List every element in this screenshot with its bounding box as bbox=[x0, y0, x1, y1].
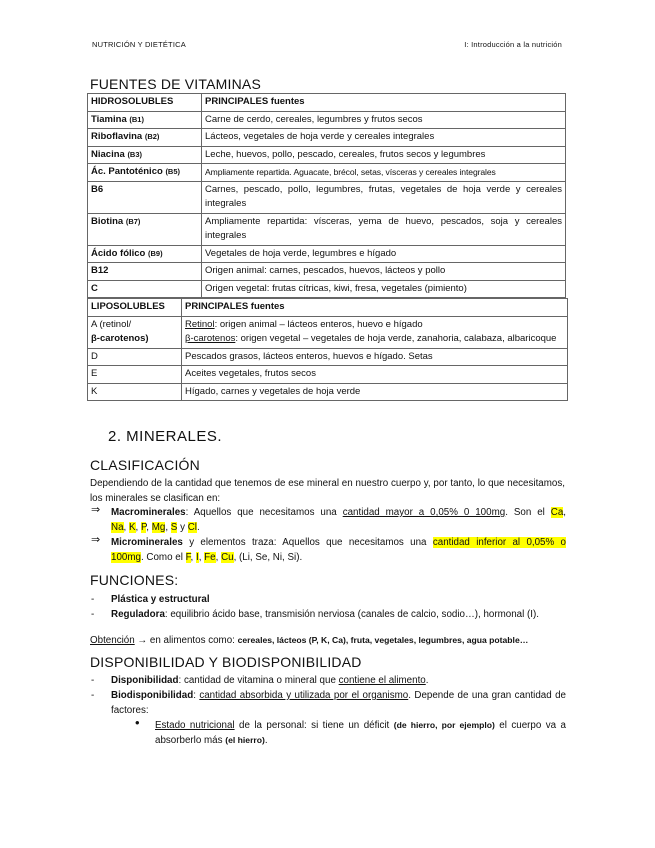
vitamin-sources: Lácteos, vegetales de hoja verde y cereales integrales bbox=[202, 129, 566, 147]
vitamin-sources: Origen vegetal: frutas cítricas, kiwi, fresa, vegetales (pimiento) bbox=[202, 280, 566, 298]
estado-term: Estado nutricional bbox=[155, 720, 235, 731]
microminerales-line-2: 100mg. Como el F, I, Fe, Cu, (Li, Se, Ni, Si). bbox=[111, 552, 303, 563]
vitamin-name: E bbox=[88, 366, 182, 384]
micro-text: y elementos traza: Aquellos que necesitamos una bbox=[182, 537, 433, 548]
table-row bbox=[88, 366, 568, 384]
table-row bbox=[88, 280, 566, 298]
table-row bbox=[88, 316, 568, 348]
funcion-plastica: Plástica y estructural bbox=[111, 594, 210, 605]
vitamin-name-line: A (retinol/ bbox=[91, 318, 132, 330]
vitamin-sources: Leche, huevos, pollo, pescado, cereales, frutos secos y legumbres bbox=[202, 146, 566, 164]
table-row bbox=[88, 245, 566, 263]
macro-text: . bbox=[196, 522, 200, 533]
micro-text: . Como el bbox=[140, 552, 186, 563]
vitamin-sources: Carnes, pescado, pollo, legumbres, frutas, vegetales de hoja verde y cereales integrales bbox=[202, 181, 566, 213]
estado-text: . bbox=[264, 735, 268, 746]
obtencion-foods: cereales, lácteos (P, K, Ca), fruta, vegetales, legumbres, agua potable… bbox=[237, 635, 529, 645]
header-right: I: Introducción a la nutrición bbox=[464, 40, 562, 49]
disponibilidad-underline: contiene el alimento bbox=[338, 675, 426, 686]
element-cu: Cu bbox=[221, 552, 234, 563]
disponibilidad-title: DISPONIBILIDAD Y BIODISPONIBILIDAD bbox=[90, 654, 362, 670]
vitamin-name: D bbox=[88, 348, 182, 366]
estado-text: de la personal: si tiene un déficit bbox=[234, 720, 394, 731]
vitamin-name: B12 bbox=[91, 265, 109, 276]
col-header: PRINCIPALES fuentes bbox=[202, 94, 566, 112]
vitamin-code: (B1) bbox=[129, 114, 144, 124]
arrow-icon: ⇒ bbox=[91, 534, 101, 546]
macro-amount: cantidad mayor a 0,05% 0 100mg bbox=[342, 507, 506, 518]
header-left: NUTRICIÓN Y DIETÉTICA bbox=[92, 40, 186, 49]
col-header: HIDROSOLUBLES bbox=[88, 94, 202, 112]
table-header-row bbox=[88, 299, 568, 317]
bullet-dash: - bbox=[91, 675, 95, 686]
vitamin-name: B6 bbox=[91, 183, 104, 195]
arrow-right-icon: → bbox=[137, 635, 148, 646]
macro-text: . Son el bbox=[505, 507, 551, 518]
table-row bbox=[88, 129, 566, 147]
vitamin-sources: Pescados grasos, lácteos enteros, huevos e hígado. Setas bbox=[182, 348, 568, 366]
vitamin-code: (B5) bbox=[165, 167, 181, 176]
disponibilidad-text: : cantidad de vitamina o mineral que bbox=[178, 675, 339, 686]
vitamin-name: C bbox=[91, 282, 98, 294]
vitamin-sources: Aceites vegetales, frutos secos bbox=[182, 366, 568, 384]
estado-bold: (de hierro, por ejemplo) bbox=[393, 720, 495, 730]
macro-term: Macrominerales bbox=[111, 507, 186, 518]
macro-text: : Aquellos que necesitamos una bbox=[185, 507, 343, 518]
element-na: Na bbox=[111, 522, 124, 533]
vitamin-code: (B2) bbox=[144, 132, 160, 141]
vitamin-name: Ác. Pantoténico bbox=[91, 166, 163, 177]
vitamin-sources: Hígado, carnes y vegetales de hoja verde bbox=[182, 383, 568, 401]
element-cl: Cl bbox=[187, 522, 197, 533]
microminerales-line-1 bbox=[111, 535, 566, 550]
fuentes-title: FUENTES DE VITAMINAS bbox=[90, 76, 261, 92]
vitamin-name: Riboflavina bbox=[91, 131, 143, 142]
micro-amount: cantidad inferior al 0,05% o bbox=[432, 537, 566, 548]
vitamin-sources bbox=[182, 316, 568, 348]
disponibilidad-item bbox=[111, 673, 566, 688]
vitamin-code: (B9) bbox=[148, 248, 163, 258]
funciones-title: FUNCIONES: bbox=[90, 572, 179, 588]
vitamin-sources: Ampliamente repartida: vísceras, yema de huevo, pescados, soja y cereales integrales bbox=[202, 213, 566, 245]
section-title: 2. MINERALES. bbox=[108, 428, 223, 445]
estado-text: el cuerpo va a absorberlo más bbox=[155, 720, 566, 746]
element-k: K bbox=[128, 522, 136, 533]
retinol-text: : origen animal – lácteos enteros, huevo e hígado bbox=[214, 318, 423, 330]
table-row bbox=[88, 263, 566, 281]
clasificacion-intro: Dependiendo de la cantidad que tenemos de ese mineral en nuestro cuerpo y, por tanto, lo que necesitamos, los minerales se clasifican en: bbox=[90, 478, 565, 504]
retinol-term: Retinol bbox=[185, 318, 215, 330]
carotenos-text: : origen vegetal – vegetales de hoja verde, zanahoria, calabaza, albaricoque bbox=[235, 333, 557, 344]
obtencion-term: Obtención bbox=[90, 635, 135, 646]
biodisponibilidad-item bbox=[111, 688, 566, 718]
vitamin-name: Niacina bbox=[91, 148, 125, 160]
element-s: S bbox=[170, 522, 178, 533]
micro-text: (Li, Se, Ni, Si). bbox=[239, 552, 303, 563]
vitamin-name: K bbox=[88, 383, 182, 401]
element-ca: Ca bbox=[550, 507, 564, 518]
vitamin-sources: Vegetales de hoja verde, legumbres e hígado bbox=[202, 245, 566, 263]
macrominerales-line-1: Macrominerales: Aquellos que necesitamos una cantidad mayor a 0,05% 0 100mg. Son el Ca, bbox=[111, 507, 567, 518]
biodisponibilidad-term: Biodisponibilidad bbox=[111, 690, 194, 701]
estado-nutricional-item bbox=[155, 718, 566, 748]
liposolubles-table bbox=[87, 298, 568, 401]
disponibilidad-text: . bbox=[425, 675, 429, 686]
hidrosolubles-table bbox=[87, 93, 566, 298]
col-header: PRINCIPALES fuentes bbox=[182, 299, 568, 317]
clasificacion-title: CLASIFICACIÓN bbox=[90, 457, 200, 473]
vitamin-name-line: β-carotenos) bbox=[91, 333, 149, 344]
vitamin-sources: Ampliamente repartida. Aguacate, brécol, setas, vísceras y cereales integrales bbox=[202, 164, 566, 182]
vitamin-name bbox=[88, 316, 182, 348]
bullet-dash: - bbox=[91, 609, 95, 620]
biodisponibilidad-underline: cantidad absorbida y utilizada por el organismo bbox=[199, 690, 409, 701]
vitamin-sources: Carne de cerdo, cereales, legumbres y frutos secos bbox=[202, 111, 566, 129]
funcion-reguladora bbox=[111, 607, 571, 622]
table-row bbox=[88, 164, 566, 182]
element-p: P bbox=[140, 522, 147, 533]
element-mg: Mg bbox=[151, 522, 166, 533]
disponibilidad-term: Disponibilidad bbox=[111, 675, 179, 686]
vitamin-name: Biotina bbox=[91, 215, 124, 227]
element-f: F bbox=[185, 552, 191, 563]
table-row bbox=[88, 181, 566, 213]
table-row bbox=[88, 111, 566, 129]
col-header: LIPOSOLUBLES bbox=[88, 299, 182, 317]
bullet-dot: • bbox=[135, 715, 140, 730]
vitamin-name: Ácido fólico bbox=[91, 247, 146, 259]
element-fe: Fe bbox=[204, 552, 216, 563]
table-header-row bbox=[88, 94, 566, 112]
table-row bbox=[88, 213, 566, 245]
obtencion-text: en alimentos como: bbox=[147, 635, 238, 646]
micro-term: Microminerales bbox=[111, 537, 183, 548]
biodisponibilidad-text: : bbox=[193, 690, 200, 701]
carotenos-term: β-carotenos bbox=[185, 333, 236, 344]
vitamin-sources: Origen animal: carnes, pescados, huevos, lácteos y pollo bbox=[202, 263, 566, 281]
bullet-dash: - bbox=[91, 594, 95, 605]
biodisponibilidad-text: . Depende de una gran cantidad de factores: bbox=[111, 690, 566, 716]
micro-amount: 100mg bbox=[111, 552, 141, 563]
vitamin-code: (B7) bbox=[125, 216, 141, 226]
bullet-dash: - bbox=[91, 690, 95, 701]
reguladora-term: Reguladora bbox=[111, 609, 165, 620]
table-row bbox=[88, 383, 568, 401]
vitamin-name: Tiamina bbox=[91, 113, 127, 125]
element-i: I bbox=[195, 552, 199, 563]
reguladora-text: : equilibrio ácido base, transmisión nerviosa (canales de calcio, sodio…), hormonal (I). bbox=[164, 609, 539, 620]
macro-text: y bbox=[180, 522, 185, 533]
table-row bbox=[88, 348, 568, 366]
vitamin-code: (B3) bbox=[127, 149, 143, 159]
table-row bbox=[88, 146, 566, 164]
macrominerales-line-2: Na, K, P, Mg, S y Cl. bbox=[111, 522, 200, 533]
arrow-icon: ⇒ bbox=[91, 504, 101, 516]
obtencion-line bbox=[90, 633, 570, 648]
estado-bold: (el hierro) bbox=[225, 735, 265, 745]
